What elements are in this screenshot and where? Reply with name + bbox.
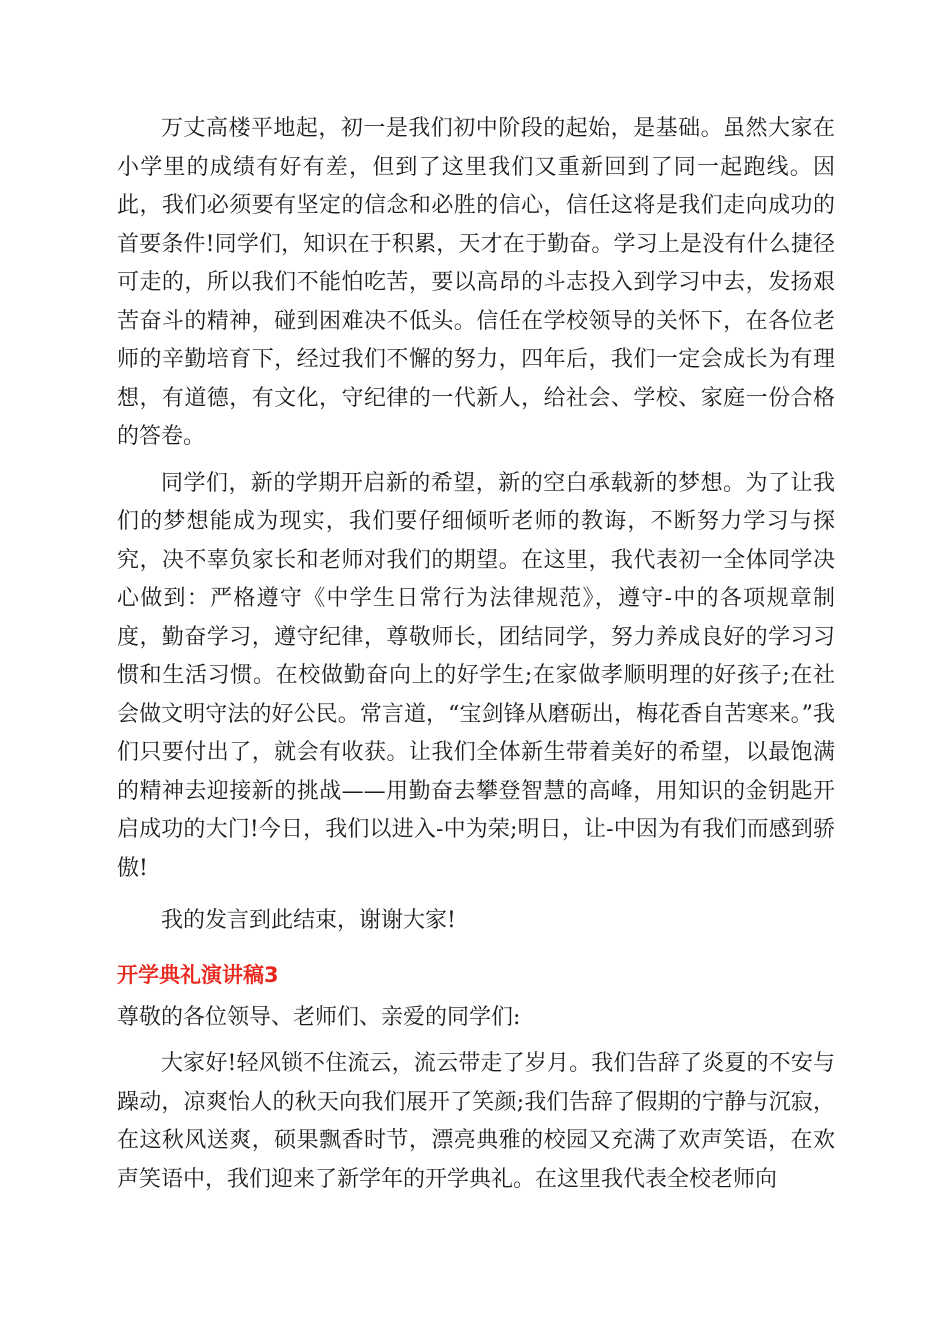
salutation: 尊敬的各位领导、老师们、亲爱的同学们: [117,1004,521,1030]
document-body [117,110,835,1199]
paragraph-closing: 我的发言到此结束，谢谢大家! [161,908,456,933]
paragraph-greeting: 大家好!轻风锁不住流云，流云带走了岁月。我们告辞了炎夏的不安与躁动，凉爽怡人的秋天向我们展开了笑颜;我们告辞了假期的宁静与沉寂，在这秋风送爽，硕果飘香时节，漂亮典雅的校园又充满了欢声笑语，在欢声笑语中，我们迎来了新学年的开学典礼。在这里我代表全校老师向 [117,1051,835,1192]
section-heading: 开学典礼演讲稿3 [117,962,279,987]
paragraph-new-semester: 同学们，新的学期开启新的希望，新的空白承载新的梦想。为了让我们的梦想能成为现实，我们要仔细倾听老师的教诲，不断努力学习与探究，决不辜负家长和老师对我们的期望。在这里，我代表初一全体同学决心做到：严格遵守《中学生日常行为法律规范》，遵守-中的各项规章制度，勤奋学习，遵守纪律，尊敬师长，团结同学，努力养成良好的学习习惯和生活习惯。在校做勤奋向上的好学生;在家做孝顺明理的好孩子;在社会做文明守法的好公民。常言道，“宝剑锋从磨砺出，梅花香自苦寒来。”我们只要付出了，就会有收获。让我们全体新生带着美好的希望，以最饱满的精神去迎接新的挑战——用勤奋去攀登智慧的高峰，用知识的金钥匙开启成功的大门!今日，我们以进入-中为荣;明日，让-中因为有我们而感到骄傲! [117,470,835,881]
paragraph-foundation: 万丈高楼平地起，初一是我们初中阶段的起始，是基础。虽然大家在小学里的成绩有好有差，但到了这里我们又重新回到了同一起跑线。因此，我们必须要有坚定的信念和必胜的信心，信任这将是我们走向成功的首要条件!同学们，知识在于积累，天才在于勤奋。学习上是没有什么捷径可走的，所以我们不能怕吃苦，要以高昂的斗志投入到学习中去，发扬艰苦奋斗的精神，碰到困难决不低头。信任在学校领导的关怀下，在各位老师的辛勤培育下，经过我们不懈的努力，四年后，我们一定会成长为有理想，有道德，有文化，守纪律的一代新人，给社会、学校、家庭一份合格的答卷。 [117,116,835,449]
